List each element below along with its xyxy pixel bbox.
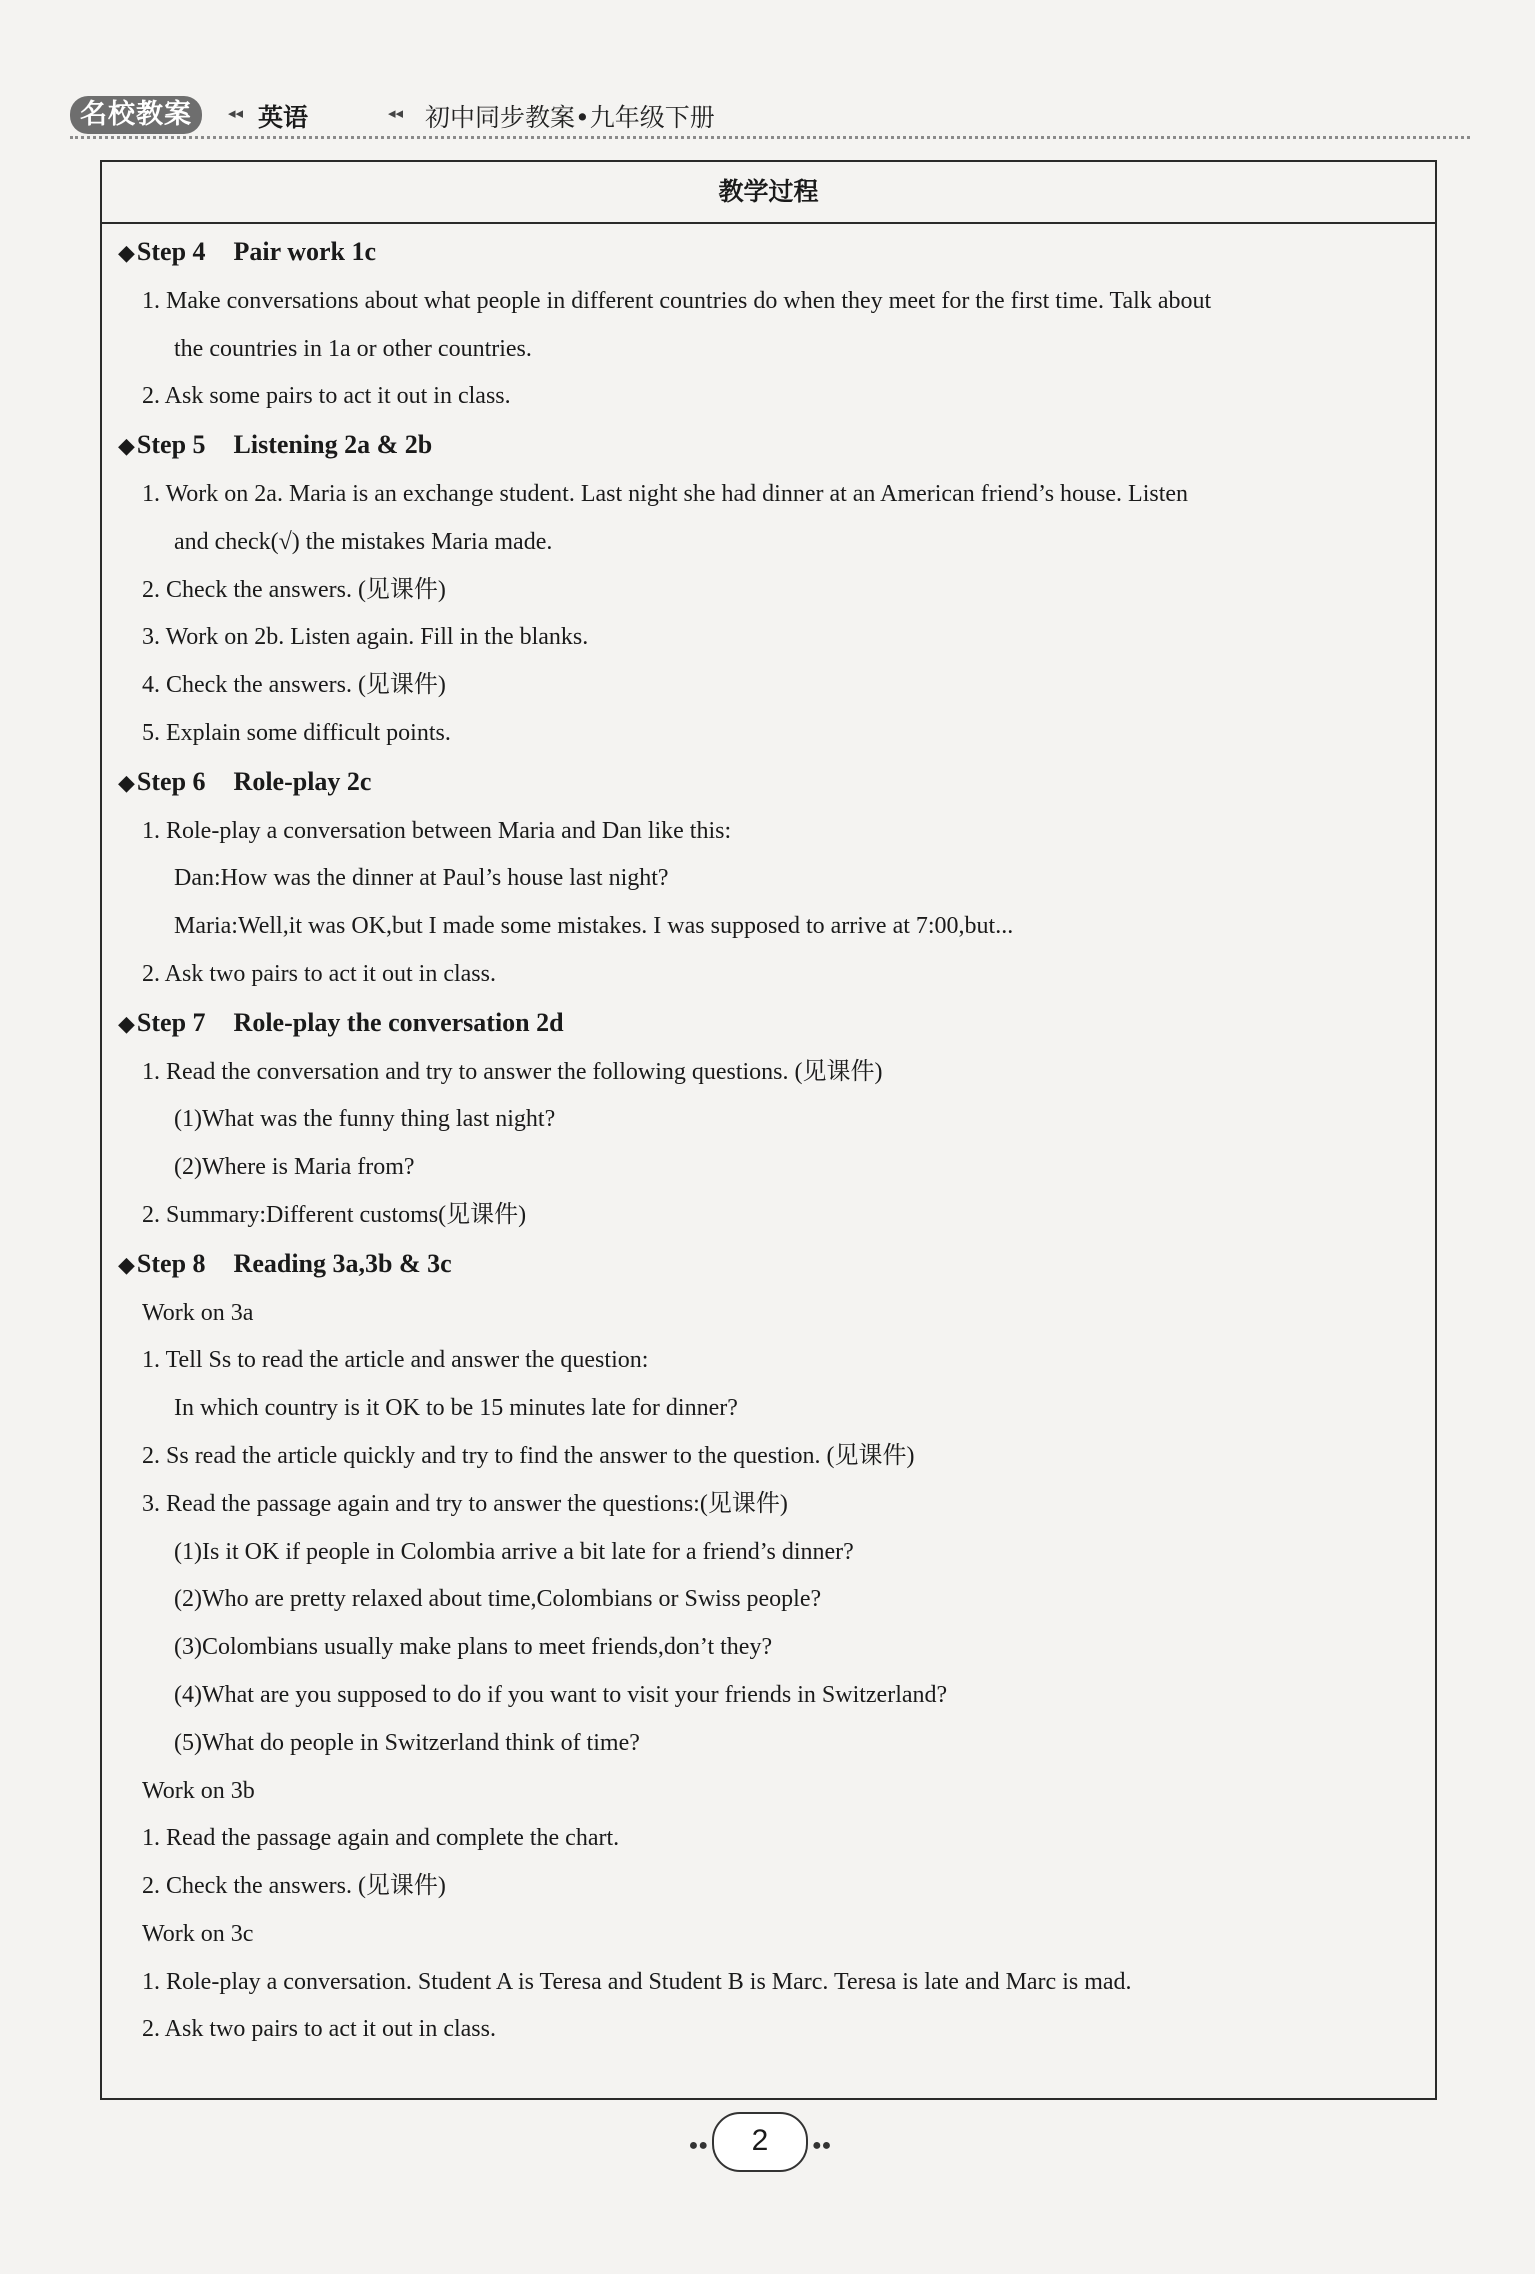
step-line: and check(√) the mistakes Maria made. [174,528,553,555]
diamond-bullet-icon: ◆ [118,1011,135,1037]
question-line: (1)What was the funny thing last night? [174,1106,556,1133]
step-label: Step 4 [136,237,206,266]
step-line: 2. Ask two pairs to act it out in class. [142,960,496,987]
step-label: Step 8 [136,1248,206,1278]
step-line: 1. Tell Ss to read the article and answer the question: [142,1347,649,1374]
step-line: 1. Read the passage again and complete the chart. [142,1825,620,1852]
step-line: 1. Make conversations about what people in different countries do when they meet for the first time. Talk about [142,287,1212,314]
step-name: Listening 2a & 2b [233,430,433,460]
question-line: (3)Colombians usually make plans to meet friends,don’t they? [174,1634,773,1661]
diamond-bullet-icon: ◆ [118,434,135,460]
book-title: 初中同步教案•九年级下册 [425,103,715,132]
step-label: Step 6 [136,766,206,796]
step-heading [118,1240,1419,1290]
question-line: (5)What do people in Switzerland think of time? [174,1729,640,1756]
double-arrow-icon: ◂◂ [228,104,244,122]
step-heading [118,228,1419,278]
step-name: Role-play the conversation 2d [233,1007,564,1037]
step-line: 1. Role-play a conversation. Student A is Teresa and Student B is Marc. Teresa is late and Marc is mad. [142,1968,1132,1995]
diamond-bullet-icon: ◆ [118,1252,135,1278]
step-heading [118,758,1419,808]
series-logo: 名校教案 [70,96,202,134]
step-label: Step 5 [136,430,206,460]
page-number [660,2112,860,2172]
step-line: 2. Ss read the article quickly and try to find the answer to the question. (见课件) [142,1442,915,1469]
step-line: 2. Ask some pairs to act it out in class. [142,383,511,410]
step-name: Pair work 1c [233,237,377,266]
sub-heading: Work on 3c [142,1920,254,1947]
step-line: 1. Work on 2a. Maria is an exchange student. Last night she had dinner at an American friend’s house. Listen [142,480,1189,507]
step-heading [118,421,1419,471]
step-name: Reading 3a,3b & 3c [233,1248,452,1278]
step-line: the countries in 1a or other countries. [174,335,532,362]
step-line: 1. Role-play a conversation between Maria and Dan like this: [142,817,732,844]
header-divider [70,136,1470,139]
step-line: Maria:Well,it was OK,but I made some mistakes. I was supposed to arrive at 7:00,but... [174,913,1014,940]
page-number-bubble: 2 [712,2112,808,2172]
step-line: 3. Work on 2b. Listen again. Fill in the blanks. [142,624,589,651]
section-title: 教学过程 [102,162,1435,224]
step-label: Step 7 [136,1007,206,1037]
step-line: 2. Check the answers. (见课件) [142,576,446,603]
step-line: 4. Check the answers. (见课件) [142,672,446,699]
step-line: 5. Explain some difficult points. [142,719,451,746]
step-line: 2. Summary:Different customs(见课件) [142,1201,527,1228]
sub-heading: Work on 3a [142,1299,254,1326]
step-line: 2. Ask two pairs to act it out in class. [142,2016,496,2043]
step-line: 1. Read the conversation and try to answer the following questions. (见课件) [142,1058,883,1085]
double-arrow-icon: ◂◂ [388,104,404,122]
diamond-bullet-icon: ◆ [118,770,135,796]
page-header [70,92,1470,142]
step-line: Dan:How was the dinner at Paul’s house last night? [174,865,669,892]
step-line: In which country is it OK to be 15 minutes late for dinner? [174,1395,738,1422]
question-line: (2)Where is Maria from? [174,1154,415,1181]
dots-ornament-icon: ●● [812,2136,832,2154]
step-heading [118,999,1419,1049]
question-line: (2)Who are pretty relaxed about time,Colombians or Swiss people? [174,1586,822,1613]
dots-ornament-icon: ●● [688,2136,708,2154]
subject-label: 英语 [258,103,309,132]
diamond-bullet-icon: ◆ [118,241,135,266]
question-line: (4)What are you supposed to do if you want to visit your friends in Switzerland? [174,1681,948,1708]
lesson-content [102,224,1435,2054]
step-name: Role-play 2c [233,766,372,796]
lesson-frame [100,160,1437,2100]
step-line: 2. Check the answers. (见课件) [142,1873,446,1900]
sub-heading: Work on 3b [142,1777,255,1804]
question-line: (1)Is it OK if people in Colombia arrive a bit late for a friend’s dinner? [174,1538,854,1565]
step-line: 3. Read the passage again and try to answer the questions:(见课件) [142,1490,788,1517]
